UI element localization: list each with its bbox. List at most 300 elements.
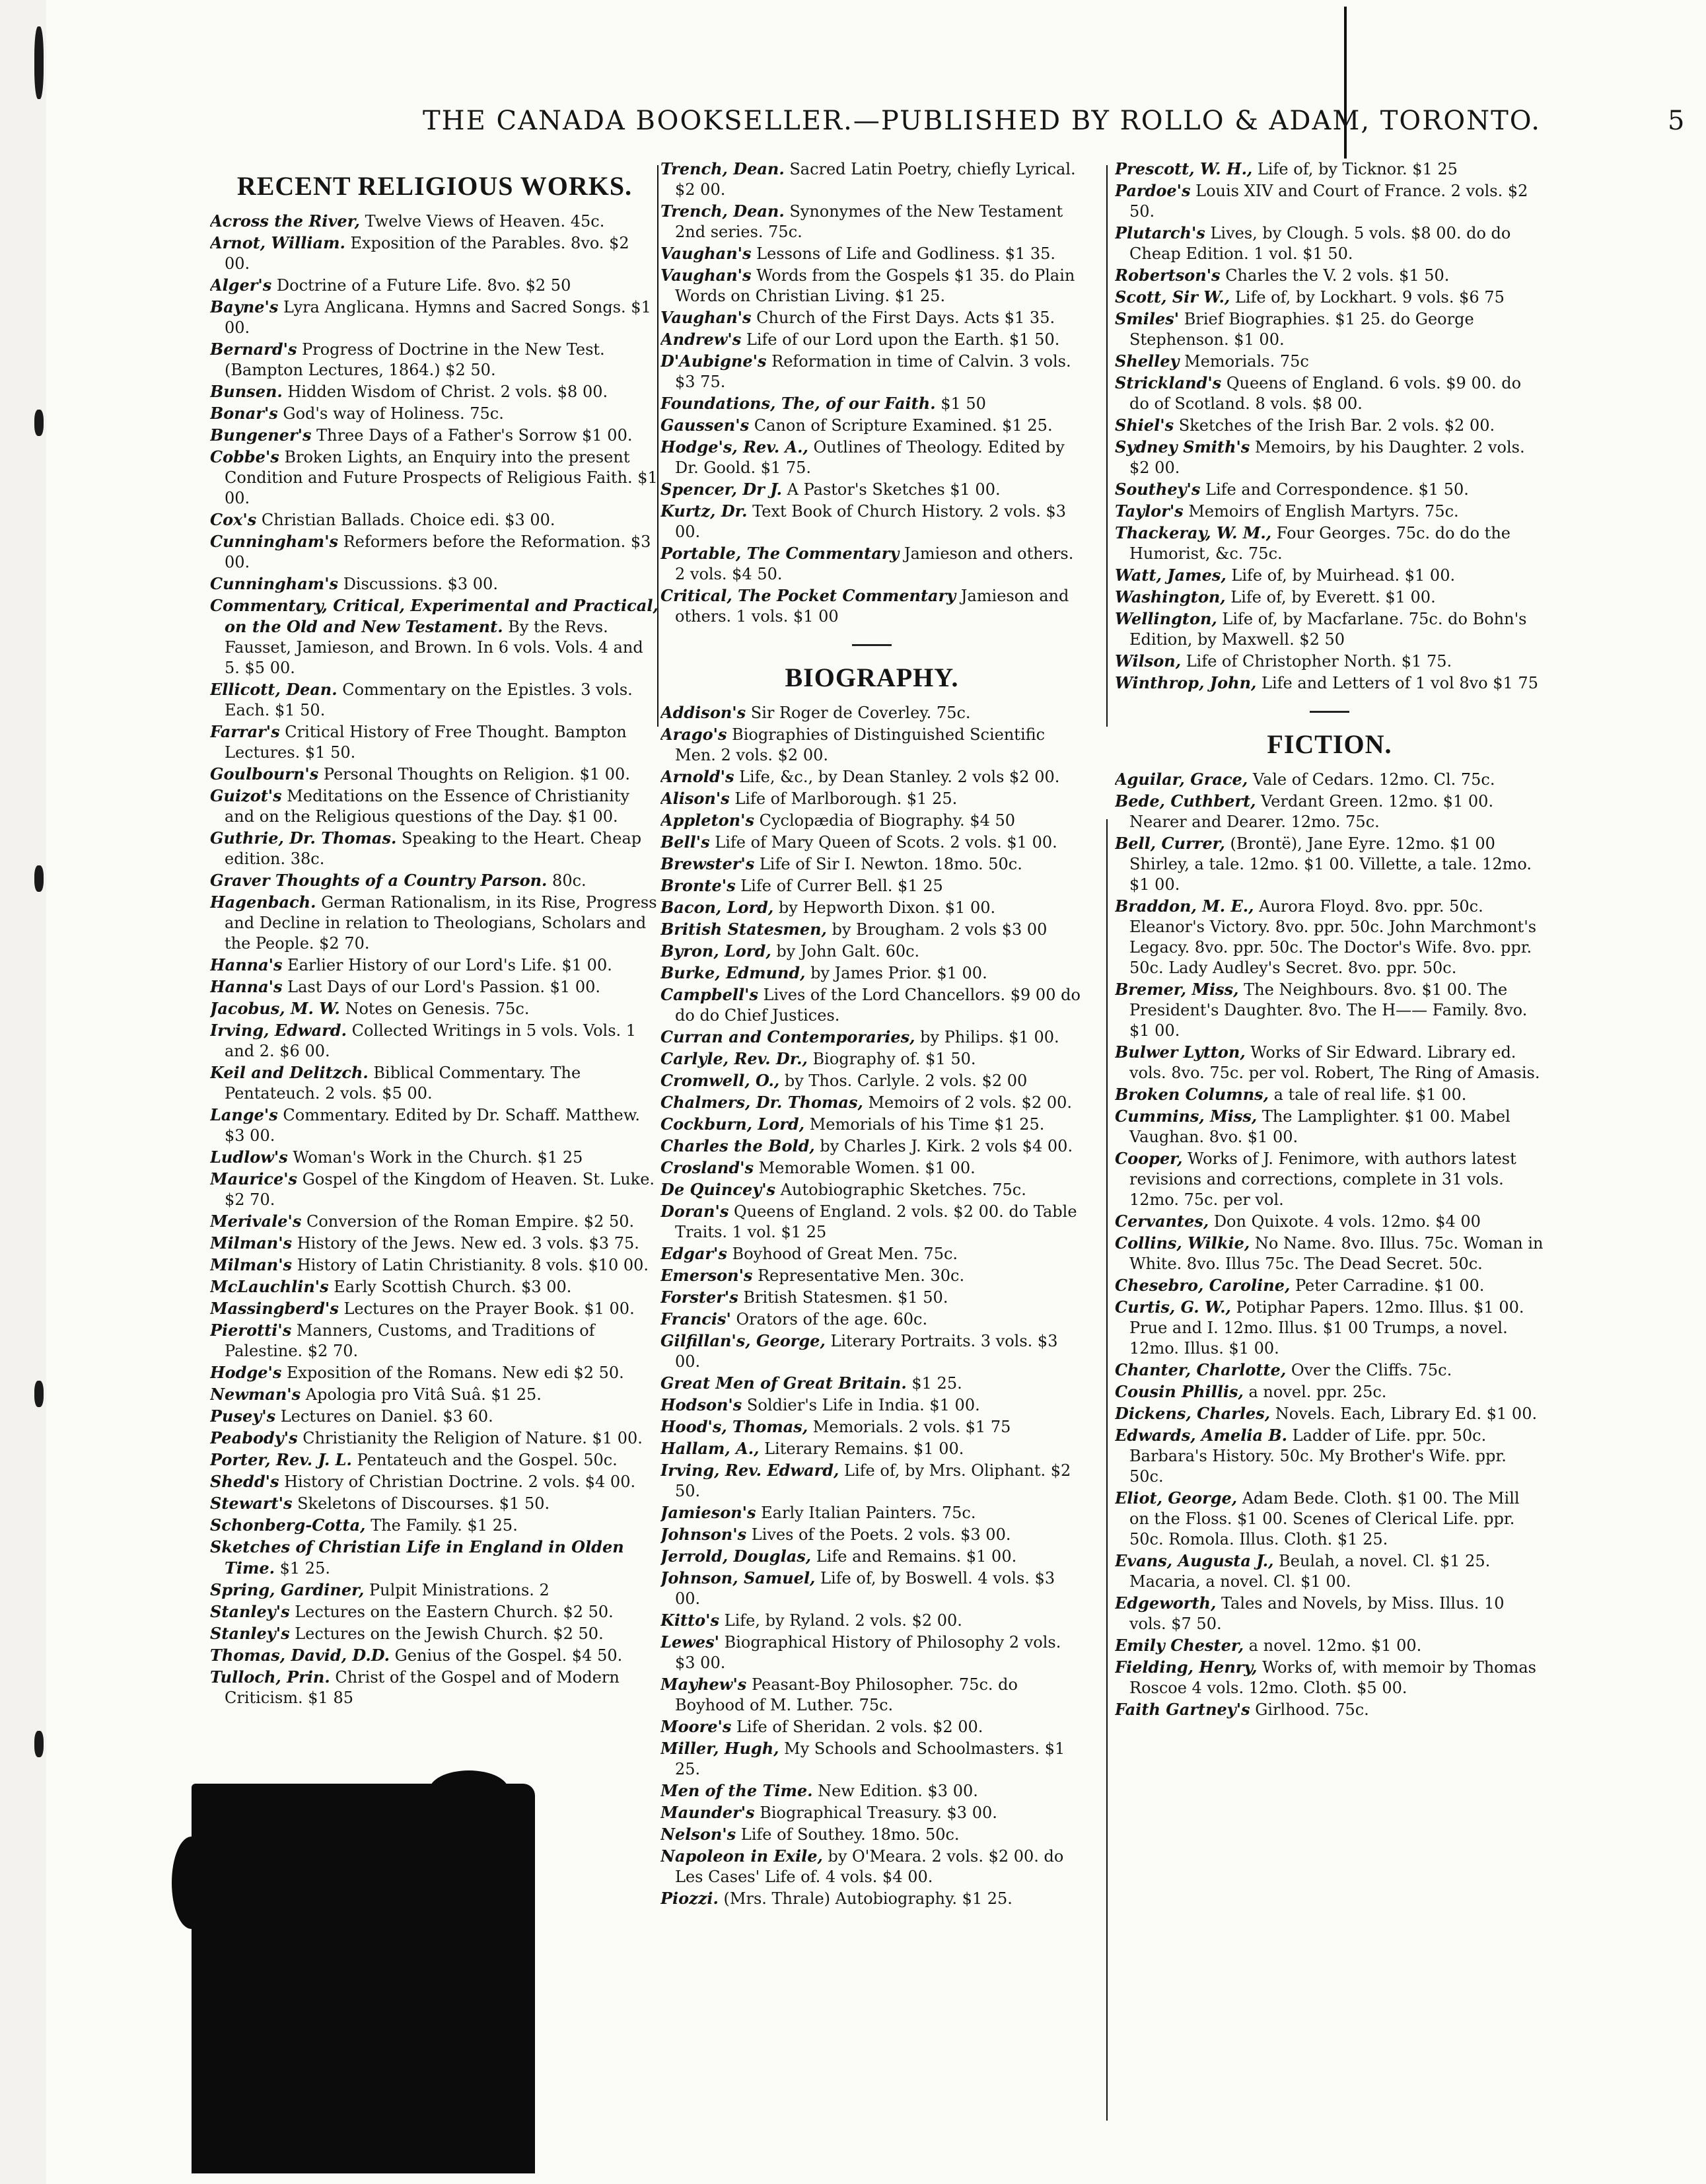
- entry-author: Kurtz, Dr.: [660, 501, 748, 521]
- entry-details: Orators of the age. 60c.: [730, 1310, 928, 1329]
- entry-author: Men of the Time.: [660, 1781, 813, 1800]
- entry-author: Addison's: [660, 703, 746, 722]
- book-entry: [210, 1493, 659, 1514]
- entry-author: Shelley: [1115, 351, 1180, 371]
- entry-author: Forster's: [660, 1288, 738, 1307]
- book-entry: [660, 1136, 1083, 1157]
- entry-author: Jerrold, Douglas,: [660, 1547, 812, 1566]
- entry-details: Memorials. 75c: [1179, 352, 1309, 371]
- book-entry: [210, 1255, 659, 1276]
- entry-author: Pardoe's: [1115, 181, 1191, 200]
- entry-author: Maurice's: [210, 1169, 298, 1188]
- entry-details: Words from the Gospels $1 35. do Plain Words on Christian Living. $1 25.: [675, 266, 1075, 305]
- entry-author: Napoleon in Exile,: [660, 1846, 823, 1866]
- book-entry: [210, 870, 659, 891]
- book-entry: [660, 351, 1083, 392]
- entry-details: Works of, with memoir by Thomas Roscoe 4 vols. 12mo. Cloth. $5 00.: [1129, 1658, 1536, 1697]
- book-entry: [660, 1674, 1083, 1716]
- entry-details: Life, by Ryland. 2 vols. $2 00.: [719, 1611, 962, 1630]
- entry-author: Goulbourn's: [210, 764, 319, 783]
- book-entry: [660, 854, 1083, 875]
- entry-author: Collins, Wilkie,: [1115, 1233, 1250, 1253]
- book-entry: [1115, 1657, 1544, 1698]
- book-entry: [660, 1416, 1083, 1438]
- book-entry: [210, 297, 659, 338]
- entry-author: Trench, Dean.: [660, 159, 785, 178]
- entry-author: Charles the Bold,: [660, 1136, 815, 1155]
- entry-author: Carlyle, Rev. Dr.,: [660, 1049, 808, 1068]
- entry-details: Collected Writings in 5 vols. Vols. 1 and 2. $6 00.: [225, 1021, 637, 1060]
- entry-author: Foundations, The, of our Faith.: [660, 394, 936, 413]
- book-entry: [210, 1169, 659, 1210]
- book-entry: [210, 998, 659, 1019]
- entry-details: Works of J. Fenimore, with authors latest revisions and corrections, complete in 31 vols. 12mo. 75c. per vol.: [1129, 1149, 1516, 1209]
- entry-author: Tulloch, Prin.: [210, 1667, 330, 1687]
- entry-author: Hodge's: [210, 1363, 282, 1382]
- entry-author: Johnson, Samuel,: [660, 1568, 816, 1587]
- entry-details: Commentary. Edited by Dr. Schaff. Matthew. $3 00.: [225, 1106, 641, 1145]
- book-entry: [1115, 223, 1544, 264]
- book-entry: [210, 1515, 659, 1536]
- entry-details: Life of Marlborough. $1 25.: [729, 789, 958, 808]
- entry-details: Church of the First Days. Acts $1 35.: [751, 309, 1055, 327]
- book-entry: [660, 1330, 1083, 1372]
- book-entry: [210, 403, 659, 424]
- entry-author: Hanna's: [210, 955, 283, 974]
- entry-details: Doctrine of a Future Life. 8vo. $2 50: [271, 276, 571, 295]
- entry-details: The Lamplighter. $1 00. Mabel Vaughan. 8vo. $1 00.: [1129, 1107, 1511, 1146]
- entry-details: Life of Southey. 18mo. 50c.: [736, 1825, 960, 1844]
- book-entry: [210, 1384, 659, 1405]
- entry-author: Doran's: [660, 1202, 729, 1221]
- entry-author: Cousin Phillis,: [1115, 1382, 1244, 1401]
- entry-author: Emerson's: [660, 1266, 753, 1285]
- book-entry: [210, 764, 659, 785]
- entry-author: Andrew's: [660, 330, 742, 349]
- entry-author: Great Men of Great Britain.: [660, 1373, 907, 1393]
- entry-details: Personal Thoughts on Religion. $1 00.: [318, 765, 630, 783]
- book-entry: [660, 243, 1083, 264]
- entry-author: Ludlow's: [210, 1147, 288, 1167]
- entry-author: Bunsen.: [210, 382, 283, 401]
- book-entry: [210, 425, 659, 446]
- book-entry: [210, 1147, 659, 1168]
- book-entry: [660, 1092, 1083, 1113]
- section-title: BIOGRAPHY.: [785, 663, 959, 692]
- book-entry: [210, 1020, 659, 1062]
- entry-details: Critical History of Free Thought. Bampton Lectures. $1 50.: [225, 723, 627, 762]
- book-entry: [210, 1320, 659, 1362]
- book-entry: [1115, 1550, 1544, 1592]
- book-entry: [1115, 1148, 1544, 1210]
- entry-author: Commentary, Critical, Experimental and Practical, on the Old and New Testament.: [210, 596, 658, 636]
- entry-details: Sketches of the Irish Bar. 2 vols. $2 00.: [1174, 416, 1495, 435]
- entry-details: Four Georges. 75c. do do the Humorist, &c. 75c.: [1129, 524, 1511, 563]
- entry-author: Newman's: [210, 1385, 301, 1404]
- book-entry: [660, 1438, 1083, 1459]
- book-entry: [1115, 180, 1544, 222]
- entry-author: Wellington,: [1115, 609, 1217, 628]
- entry-details: Lectures on the Jewish Church. $2 50.: [289, 1624, 604, 1643]
- entry-author: Spencer, Dr J.: [660, 480, 782, 499]
- book-entry: [1115, 265, 1544, 286]
- book-entry: [660, 984, 1083, 1026]
- entry-author: Gilfillan's, George,: [660, 1331, 826, 1350]
- book-entry: [1115, 351, 1544, 372]
- entry-details: Cyclopædia of Biography. $4 50: [754, 811, 1016, 830]
- entry-author: Bremer, Miss,: [1115, 980, 1239, 999]
- entry-author: Hagenbach.: [210, 892, 316, 912]
- entry-author: Thackeray, W. M.,: [1115, 523, 1272, 542]
- book-entry: [1115, 287, 1544, 308]
- entry-details: Potiphar Papers. 12mo. Illus. $1 00. Prue and I. 12mo. Illus. $1 00 Trumps, a novel. 12mo. Illus. $1 00.: [1129, 1298, 1524, 1358]
- entry-details: 80c.: [547, 871, 586, 890]
- entry-details: Lectures on Daniel. $3 60.: [275, 1407, 493, 1426]
- entry-details: Exposition of the Romans. New edi $2 50.: [281, 1364, 624, 1382]
- entry-author: Merivale's: [210, 1212, 302, 1231]
- book-entry: [210, 1580, 659, 1601]
- book-entry: [660, 1309, 1083, 1330]
- book-entry: [660, 159, 1083, 200]
- entry-author: Shedd's: [210, 1472, 279, 1491]
- book-entry: [210, 955, 659, 976]
- book-entry: [660, 479, 1083, 500]
- book-entry: [660, 1568, 1083, 1609]
- entry-author: Irving, Edward.: [210, 1021, 347, 1040]
- entry-author: Plutarch's: [1115, 223, 1205, 242]
- book-entry: [660, 1179, 1083, 1200]
- entry-details: Ladder of Life. ppr. 50c. Barbara's History. 50c. My Brother's Wife. ppr. 50c.: [1129, 1426, 1507, 1486]
- entry-author: Cooper,: [1115, 1149, 1183, 1168]
- book-entry: [660, 1201, 1083, 1243]
- entry-details: Life of our Lord upon the Earth. $1 50.: [741, 330, 1060, 349]
- book-entry: [1115, 479, 1544, 500]
- entry-details: History of the Jews. New ed. 3 vols. $3 75.: [292, 1234, 639, 1253]
- entry-author: Arnold's: [660, 767, 734, 786]
- entry-details: by Hepworth Dixon. $1 00.: [773, 898, 996, 917]
- entry-author: Byron, Lord,: [660, 941, 771, 961]
- entry-author: Cummins, Miss,: [1115, 1107, 1258, 1126]
- column-middle: [660, 159, 1083, 2167]
- entry-details: Woman's Work in the Church. $1 25: [287, 1148, 583, 1167]
- entry-details: Representative Men. 30c.: [752, 1266, 965, 1285]
- entry-author: Stewart's: [210, 1494, 293, 1513]
- entry-details: Reformation in time of Calvin. 3 vols. $3 75.: [675, 352, 1071, 391]
- book-entry: [210, 828, 659, 869]
- entry-details: Queens of England. 2 vols. $2 00. do Table Traits. 1 vol. $1 25: [675, 1202, 1077, 1241]
- entry-author: Winthrop, John,: [1115, 673, 1257, 692]
- entry-author: Lewes': [660, 1632, 719, 1652]
- entry-author: Arago's: [660, 725, 727, 744]
- entry-details: Lyra Anglicana. Hymns and Sacred Songs. $1 00.: [225, 298, 651, 337]
- entry-author: Campbell's: [660, 985, 758, 1004]
- entry-author: Edwards, Amelia B.: [1115, 1426, 1287, 1445]
- page-header: THE CANADA BOOKSELLER.—PUBLISHED BY ROLLO & ADAM, TORONTO.: [423, 106, 1541, 136]
- book-entry: [210, 509, 659, 530]
- book-entry: [1115, 159, 1544, 180]
- entry-details: by John Galt. 60c.: [771, 942, 920, 961]
- entry-author: Cox's: [210, 510, 257, 529]
- entry-author: Jamieson's: [660, 1503, 756, 1522]
- entry-list: [1115, 769, 1544, 1720]
- entry-author: Kitto's: [660, 1611, 720, 1630]
- book-entry: [660, 1780, 1083, 1802]
- book-entry: [660, 1114, 1083, 1135]
- entry-author: Bell, Currer,: [1115, 834, 1225, 853]
- entry-author: Porter, Rev. J. L.: [210, 1450, 352, 1469]
- book-entry: [210, 1537, 659, 1579]
- entry-details: Discussions. $3 00.: [338, 575, 498, 593]
- entry-author: McLauchlin's: [210, 1277, 329, 1296]
- entry-details: Life and Letters of 1 vol 8vo $1 75: [1256, 674, 1538, 692]
- book-entry: [210, 1449, 659, 1471]
- section-divider: [1310, 711, 1349, 713]
- entry-details: Biblical Commentary. The Pentateuch. 2 vols. $5 00.: [225, 1064, 581, 1103]
- entry-details: Memoirs, by his Daughter. 2 vols. $2 00.: [1129, 438, 1525, 477]
- entry-details: Genius of the Gospel. $4 50.: [390, 1646, 623, 1665]
- book-entry: [1115, 1360, 1544, 1381]
- book-entry: [210, 721, 659, 763]
- entry-details: New Edition. $3 00.: [812, 1782, 978, 1800]
- entry-details: Lives of the Lord Chancellors. $9 00 do do do Chief Justices.: [675, 986, 1081, 1025]
- entry-author: Chanter, Charlotte,: [1115, 1360, 1287, 1379]
- entry-author: Cromwell, O.,: [660, 1071, 780, 1090]
- book-entry: [210, 1105, 659, 1146]
- book-entry: [660, 1824, 1083, 1845]
- entry-details: Life of, by Macfarlane. 75c. do Bohn's Edition, by Maxwell. $2 50: [1129, 610, 1527, 649]
- column-rule: [1106, 819, 1108, 2121]
- book-entry: [660, 702, 1083, 723]
- entry-details: Life of, by Muirhead. $1 00.: [1226, 566, 1456, 585]
- book-entry: [1115, 1403, 1544, 1424]
- book-entry: [1115, 565, 1544, 586]
- entry-author: Edgeworth,: [1115, 1593, 1217, 1613]
- section-title: FICTION.: [1267, 729, 1392, 759]
- entry-details: Speaking to the Heart. Cheap edition. 38c.: [225, 829, 642, 868]
- book-entry: [660, 1373, 1083, 1394]
- book-entry: [1115, 1297, 1544, 1359]
- book-entry: [210, 1233, 659, 1254]
- entry-author: Critical, The Pocket Commentary: [660, 586, 956, 605]
- book-entry: [210, 1362, 659, 1383]
- book-entry: [1115, 415, 1544, 436]
- entry-author: Brewster's: [660, 854, 755, 873]
- entry-list: [210, 211, 659, 1708]
- book-entry: [660, 832, 1083, 853]
- entry-author: Vaughan's: [660, 266, 752, 285]
- book-entry: [660, 329, 1083, 350]
- book-entry: [660, 307, 1083, 328]
- entry-author: Spring, Gardiner,: [210, 1580, 365, 1599]
- book-entry: [1115, 1084, 1544, 1105]
- book-entry: [210, 381, 659, 402]
- entry-details: Works of Sir Edward. Library ed. vols. 8vo. 75c. per vol. Robert, The Ring of Amasis.: [1129, 1043, 1540, 1082]
- entry-details: The Family. $1 25.: [365, 1516, 518, 1535]
- entry-author: Pusey's: [210, 1406, 276, 1426]
- book-entry: [210, 976, 659, 998]
- entry-details: Canon of Scripture Examined. $1 25.: [749, 416, 1053, 435]
- entry-author: Appleton's: [660, 811, 754, 830]
- entry-author: Schonberg-Cotta,: [210, 1515, 366, 1535]
- entry-author: Hodge's, Rev. A.,: [660, 437, 808, 456]
- entry-author: Thomas, David, D.D.: [210, 1646, 390, 1665]
- entry-author: Bulwer Lytton,: [1115, 1042, 1246, 1062]
- column-rule: [1106, 165, 1108, 727]
- entry-author: Bronte's: [660, 876, 736, 895]
- book-entry: [1115, 791, 1544, 832]
- entry-details: Apologia pro Vitâ Suâ. $1 25.: [301, 1385, 542, 1404]
- entry-details: Gospel of the Kingdom of Heaven. St. Luke. $2 70.: [225, 1170, 655, 1209]
- book-entry: [210, 233, 659, 274]
- entry-author: Bayne's: [210, 297, 279, 316]
- entry-author: Bede, Cuthbert,: [1115, 791, 1256, 811]
- entry-author: Dickens, Charles,: [1115, 1404, 1271, 1423]
- entry-details: Conversion of the Roman Empire. $2 50.: [301, 1212, 635, 1231]
- entry-details: Verdant Green. 12mo. $1 00. Nearer and Dearer. 12mo. 75c.: [1129, 792, 1494, 831]
- section-divider: [852, 644, 892, 646]
- entry-details: Skeletons of Discourses. $1 50.: [292, 1494, 550, 1513]
- entry-details: Synonymes of the New Testament 2nd series. 75c.: [675, 202, 1063, 241]
- entry-author: Bernard's: [210, 340, 297, 359]
- entry-details: History of Christian Doctrine. 2 vols. $4 00.: [279, 1473, 636, 1491]
- entry-details: Girlhood. 75c.: [1250, 1700, 1369, 1719]
- entry-author: Across the River,: [210, 211, 360, 231]
- entry-details: No Name. 8vo. Illus. 75c. Woman in White. 8vo. Illus 75c. The Dead Secret. 50c.: [1129, 1234, 1544, 1273]
- entry-details: by O'Meara. 2 vols. $2 00. do Les Cases' Life of. 4 vols. $4 00.: [675, 1847, 1064, 1886]
- entry-author: Broken Columns,: [1115, 1085, 1269, 1104]
- entry-details: Biographical Treasury. $3 00.: [754, 1803, 997, 1822]
- entry-details: Biographical History of Philosophy 2 vols. $3 00.: [675, 1633, 1061, 1672]
- entry-author: Farrar's: [210, 722, 280, 741]
- entry-details: Life of, by Lockhart. 9 vols. $6 75: [1230, 288, 1505, 307]
- book-entry: [1115, 501, 1544, 522]
- entry-list: [660, 702, 1083, 1909]
- book-entry: [1115, 1593, 1544, 1634]
- book-entry: [210, 339, 659, 381]
- entry-details: Christ of the Gospel and of Modern Criticism. $1 85: [225, 1668, 620, 1707]
- entry-author: Robertson's: [1115, 266, 1221, 285]
- book-entry: [660, 1048, 1083, 1070]
- book-entry: [660, 963, 1083, 984]
- book-entry: [660, 724, 1083, 766]
- book-entry: [210, 1406, 659, 1427]
- entry-author: Curtis, G. W.,: [1115, 1297, 1231, 1317]
- entry-author: Peabody's: [210, 1428, 298, 1447]
- entry-details: Life of Christopher North. $1 75.: [1181, 652, 1452, 671]
- entry-details: Reformers before the Reformation. $3 00.: [225, 532, 651, 571]
- entry-author: Bonar's: [210, 404, 278, 423]
- entry-details: Life and Remains. $1 00.: [811, 1547, 1017, 1566]
- entry-details: by Brougham. 2 vols $3 00: [826, 920, 1048, 939]
- entry-details: Life of, by Boswell. 4 vols. $3 00.: [675, 1569, 1055, 1608]
- entry-details: Adam Bede. Cloth. $1 00. The Mill on the Floss. $1 00. Scenes of Clerical Life. ppr. 50c. Romola. Illus. Cloth. $1 25.: [1129, 1489, 1520, 1548]
- entry-details: Lessons of Life and Godliness. $1 35.: [751, 244, 1056, 263]
- entry-details: Peasant-Boy Philosopher. 75c. do Boyhood of M. Luther. 75c.: [675, 1675, 1018, 1714]
- entry-author: Chalmers, Dr. Thomas,: [660, 1093, 863, 1112]
- entry-details: Life of Sheridan. 2 vols. $2 00.: [731, 1718, 983, 1736]
- book-entry: [660, 788, 1083, 809]
- entry-details: Louis XIV and Court of France. 2 vols. $2 50.: [1129, 182, 1528, 221]
- entry-details: Life of, by Mrs. Oliphant. $2 50.: [675, 1461, 1071, 1500]
- entry-author: Gaussen's: [660, 416, 750, 435]
- book-entry: [660, 1546, 1083, 1567]
- book-entry: [660, 766, 1083, 787]
- entry-details: by Philips. $1 00.: [915, 1028, 1059, 1046]
- book-entry: [660, 1802, 1083, 1823]
- book-entry: [210, 531, 659, 573]
- entry-author: Curran and Contemporaries,: [660, 1027, 915, 1046]
- entry-author: Taylor's: [1115, 501, 1184, 521]
- book-entry: [210, 679, 659, 721]
- book-entry: [660, 1070, 1083, 1091]
- book-entry: [1115, 1042, 1544, 1083]
- entry-details: Brief Biographies. $1 25. do George Stephenson. $1 00.: [1129, 310, 1474, 349]
- book-entry: [660, 437, 1083, 478]
- entry-author: Vaughan's: [660, 308, 752, 327]
- entry-details: Life of Currer Bell. $1 25: [735, 877, 943, 895]
- entry-author: Jacobus, M. W.: [210, 999, 340, 1018]
- entry-details: Over the Cliffs. 75c.: [1286, 1361, 1452, 1379]
- book-entry: [210, 275, 659, 296]
- entry-list: [1115, 159, 1544, 694]
- entry-details: Manners, Customs, and Traditions of Palestine. $2 70.: [225, 1321, 595, 1360]
- entry-author: Hallam, A.,: [660, 1439, 760, 1458]
- entry-author: Watt, James,: [1115, 565, 1226, 585]
- book-entry: [1115, 1635, 1544, 1656]
- entry-author: D'Aubigne's: [660, 351, 767, 371]
- book-entry: [1115, 896, 1544, 978]
- entry-details: Charles the V. 2 vols. $1 50.: [1220, 266, 1450, 285]
- entry-details: Last Days of our Lord's Passion. $1 00.: [282, 978, 600, 996]
- book-entry: [210, 211, 659, 232]
- book-entry: [660, 1738, 1083, 1780]
- entry-author: Francis': [660, 1309, 731, 1329]
- book-entry: [1115, 373, 1544, 414]
- binding-mark: [34, 1381, 44, 1407]
- entry-author: Cobbe's: [210, 447, 279, 466]
- entry-details: Life and Correspondence. $1 50.: [1200, 480, 1469, 499]
- entry-details: $1 25.: [275, 1559, 330, 1578]
- book-entry: [1115, 769, 1544, 790]
- entry-details: Memorials. 2 vols. $1 75: [808, 1418, 1011, 1436]
- binding-mark: [34, 26, 44, 99]
- entry-details: Christianity the Religion of Nature. $1 00.: [297, 1429, 643, 1447]
- entry-details: Literary Remains. $1 00.: [759, 1439, 964, 1458]
- entry-details: History of Latin Christianity. 8 vols. $10 00.: [292, 1256, 649, 1274]
- entry-author: Bungener's: [210, 425, 312, 445]
- entry-details: Life, &c., by Dean Stanley. 2 vols $2 00.: [734, 768, 1060, 786]
- entry-details: Broken Lights, an Enquiry into the present Condition and Future Prospects of Religious Faith. $1 00.: [225, 448, 658, 507]
- entry-author: Maunder's: [660, 1803, 755, 1822]
- book-entry: [660, 543, 1083, 585]
- book-entry: [1115, 651, 1544, 672]
- binding-mark: [34, 865, 44, 892]
- entry-details: Biography of. $1 50.: [807, 1050, 976, 1068]
- entry-details: Don Quixote. 4 vols. 12mo. $4 00: [1209, 1212, 1481, 1231]
- entry-details: Outlines of Theology. Edited by Dr. Goold. $1 75.: [675, 438, 1065, 477]
- entry-details: Jamieson and others. 1 vols. $1 00: [675, 587, 1069, 626]
- entry-author: Graver Thoughts of a Country Parson.: [210, 871, 548, 890]
- book-entry: [660, 1502, 1083, 1523]
- entry-details: Lectures on the Eastern Church. $2 50.: [289, 1603, 614, 1621]
- entry-details: Vale of Cedars. 12mo. Cl. 75c.: [1248, 770, 1495, 789]
- book-entry: [660, 1157, 1083, 1179]
- entry-author: Lange's: [210, 1105, 278, 1124]
- entry-author: Irving, Rev. Edward,: [660, 1461, 839, 1480]
- entry-details: Life of, by Ticknor. $1 25: [1252, 160, 1458, 178]
- entry-author: Evans, Augusta J.,: [1115, 1551, 1274, 1570]
- entry-author: Pierotti's: [210, 1321, 292, 1340]
